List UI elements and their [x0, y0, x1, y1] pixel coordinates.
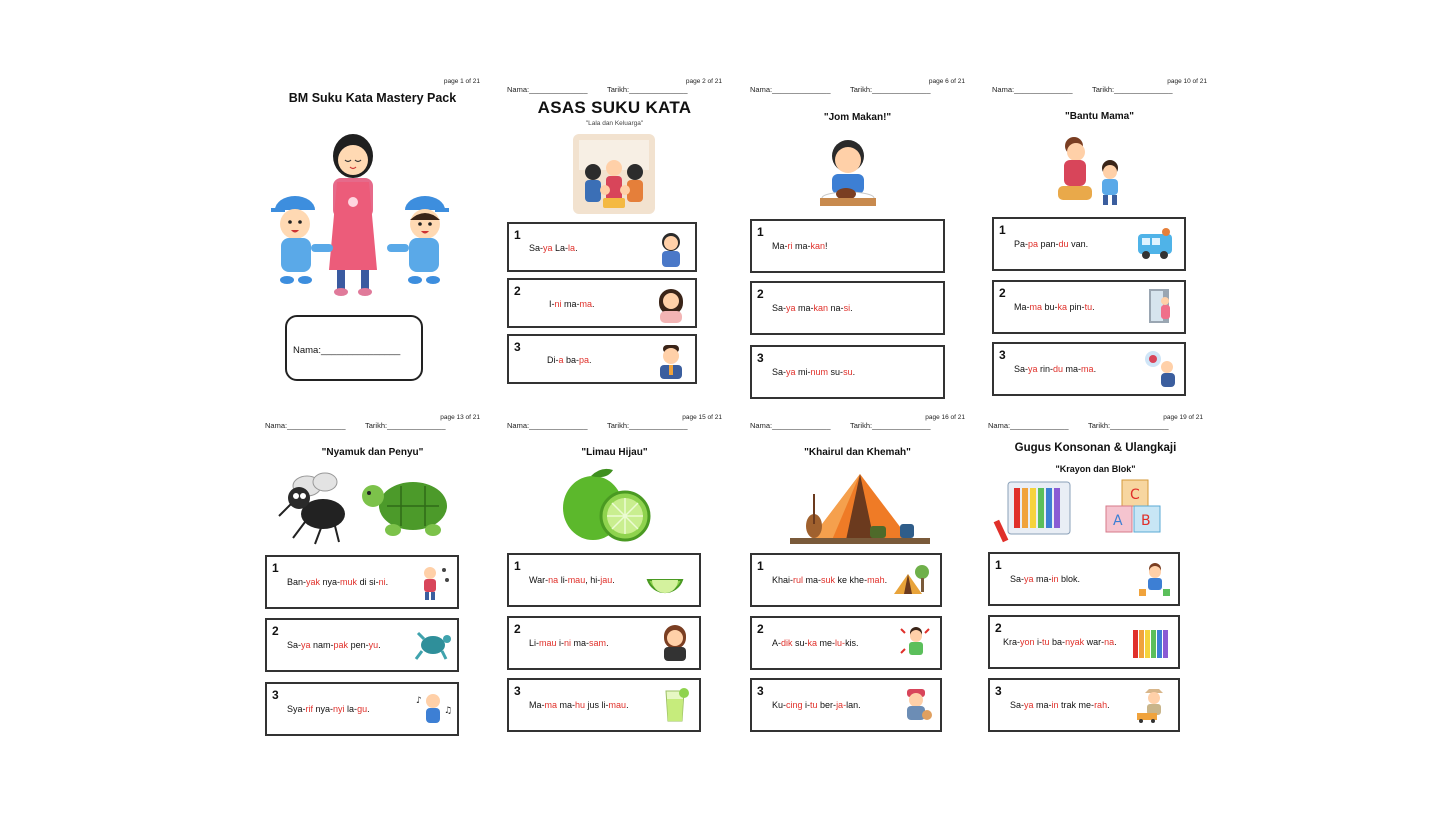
syllable-text: . [606, 638, 609, 648]
highlighted-syllable: muk [340, 577, 358, 587]
syllable-sentence [1014, 239, 1088, 249]
name-field[interactable]: Nama:______________ [507, 421, 588, 430]
syllable-sentence [549, 299, 595, 309]
page-number: page 19 of 21 [1163, 414, 1203, 421]
syllable-text: Sa- [529, 243, 544, 253]
item-number: 3 [514, 684, 521, 698]
highlighted-syllable: ya [543, 243, 553, 253]
syllable-text: . [385, 577, 389, 587]
syllable-text: ba- [1049, 637, 1066, 647]
item-number: 3 [272, 688, 279, 702]
syllable-text: ba- [563, 355, 580, 365]
item-number: 2 [272, 624, 279, 638]
sentence-box-3 [265, 682, 459, 736]
highlighted-syllable: ka [1057, 302, 1068, 312]
syllable-text: Ma- [529, 700, 545, 710]
name-date-row [507, 421, 722, 430]
lime-juice-glass-icon [656, 685, 694, 723]
item-number: 2 [514, 622, 521, 636]
syllable-text: i- [556, 638, 565, 648]
syllable-sentence [772, 241, 828, 251]
syllable-text: kis. [845, 638, 859, 648]
highlighted-syllable: nyi [333, 704, 345, 714]
father-icon [652, 341, 690, 379]
highlighted-syllable: su [843, 367, 853, 377]
page-number: page 16 of 21 [925, 414, 965, 421]
syllable-sentence [772, 575, 887, 585]
sentence-box-2 [507, 278, 697, 328]
syllable-text: . [1107, 700, 1110, 710]
syllable-text: ma- [803, 575, 822, 585]
syllable-text: ma- [795, 303, 814, 313]
syllable-text: pin- [1067, 302, 1085, 312]
item-number: 1 [757, 559, 764, 573]
worksheet-page-cover [265, 78, 480, 398]
syllable-sentence [287, 577, 388, 587]
item-number: 1 [999, 223, 1006, 237]
sea-turtle-icon [414, 625, 452, 663]
syllable-text: . [378, 640, 381, 650]
name-field-label: Nama:_______________ [293, 345, 401, 356]
boy-swatting-mosquitoes-icon [414, 562, 452, 600]
highlighted-syllable: in [1051, 700, 1059, 710]
syllable-text: Ma- [1014, 302, 1030, 312]
crayons-and-blocks-illustration [988, 474, 1203, 546]
syllable-text: . [612, 575, 615, 585]
girl-lala-icon [652, 229, 690, 267]
syllable-text: nam- [310, 640, 334, 650]
mother-icon [652, 285, 690, 323]
highlighted-syllable: yak [306, 577, 321, 587]
syllable-text: . [367, 704, 370, 714]
syllable-text: war- [1084, 637, 1105, 647]
highlighted-syllable: a [558, 355, 564, 365]
highlighted-syllable: pa [579, 355, 590, 365]
sentence-box-1 [507, 553, 701, 607]
highlighted-syllable: in [1051, 574, 1059, 584]
syllable-text: Sa- [1014, 364, 1029, 374]
syllable-sentence [772, 638, 859, 648]
svg-text:C: C [1130, 487, 1140, 503]
date-field[interactable]: Tarikh:______________ [850, 85, 931, 94]
date-field[interactable]: Tarikh:______________ [1088, 421, 1169, 430]
page-subtitle: "Lala dan Keluarga" [585, 120, 644, 127]
syllable-sentence [1003, 637, 1117, 647]
name-date-row [750, 85, 965, 94]
sentence-box-1 [507, 222, 697, 272]
sentence-box-1 [988, 552, 1180, 606]
syllable-text: bu- [1042, 302, 1058, 312]
highlighted-syllable: suk [821, 575, 836, 585]
syllable-text: Sa- [287, 640, 302, 650]
page-number: page 6 of 21 [928, 78, 965, 85]
syllable-text: ! [825, 241, 828, 251]
syllable-text: pen- [348, 640, 369, 650]
syllable-text: i- [1034, 637, 1043, 647]
syllable-text: Li- [529, 638, 540, 648]
sentence-box-2 [265, 618, 459, 672]
syllable-text: ma- [1033, 574, 1052, 584]
sentence-box-2 [750, 616, 942, 670]
highlighted-syllable: hu [575, 700, 586, 710]
highlighted-syllable: na [1104, 637, 1115, 647]
date-field[interactable]: Tarikh:______________ [365, 421, 446, 430]
syllable-sentence [529, 575, 615, 585]
name-field[interactable]: Nama:______________ [507, 85, 588, 94]
highlighted-syllable: mau [608, 700, 627, 710]
highlighted-syllable: ni [564, 638, 572, 648]
sentence-box-1 [750, 553, 942, 607]
page-title: Gugus Konsonan & Ulangkaji [1014, 442, 1177, 454]
syllable-sentence [1010, 700, 1110, 710]
item-number: 1 [514, 559, 521, 573]
syllable-sentence [529, 638, 609, 648]
syllable-text: Sya- [287, 704, 306, 714]
highlighted-syllable: tu [1042, 637, 1050, 647]
page-title: "Khairul dan Khemah" [804, 447, 911, 458]
boy-singing-icon [414, 689, 452, 727]
page-number: page 13 of 21 [440, 414, 480, 421]
item-number: 1 [995, 558, 1002, 572]
page-title: "Nyamuk dan Penyu" [321, 447, 424, 458]
page-number: page 15 of 21 [682, 414, 722, 421]
syllable-text: ma- [792, 241, 811, 251]
syllable-text: ma- [557, 700, 576, 710]
highlighted-syllable: ni [378, 577, 386, 587]
highlighted-syllable: ja- [836, 700, 847, 710]
page-number: page 2 of 21 [685, 78, 722, 85]
worksheet-page [988, 414, 1203, 734]
highlighted-syllable: na [548, 575, 559, 585]
open-door-icon [1141, 287, 1179, 325]
item-number: 1 [514, 228, 521, 242]
highlighted-syllable: cing [786, 700, 803, 710]
syllable-text: lan. [846, 700, 861, 710]
name-date-row [992, 85, 1207, 94]
syllable-text: di si- [357, 577, 379, 587]
highlighted-syllable: si [843, 303, 851, 313]
sentence-box-2 [507, 616, 701, 670]
syllable-text: ber- [817, 700, 837, 710]
sentence-box-3 [507, 334, 697, 384]
name-date-row [265, 421, 480, 430]
syllable-text: . [592, 299, 595, 309]
highlighted-syllable: ma [544, 700, 558, 710]
item-number: 2 [757, 622, 764, 636]
syllable-text: rin- [1037, 364, 1054, 374]
svg-text:A: A [1113, 513, 1123, 529]
worksheet-page [750, 414, 965, 734]
syllable-text: . [884, 575, 888, 585]
cat-walking-icon [897, 685, 935, 723]
name-field[interactable]: Nama:______________ [988, 421, 1069, 430]
item-number: 1 [757, 225, 764, 239]
syllable-text: . [1093, 364, 1097, 374]
syllable-text: . [589, 355, 592, 365]
item-number: 2 [514, 284, 521, 298]
syllable-text: ma- [1063, 364, 1082, 374]
syllable-sentence [529, 700, 629, 710]
worksheet-page [507, 78, 722, 398]
pack-title: BM Suku Kata Mastery Pack [288, 91, 457, 105]
item-number: 3 [757, 351, 764, 365]
highlighted-syllable: ya [786, 303, 796, 313]
highlighted-syllable: mau [567, 575, 586, 585]
syllable-text: ma- [571, 638, 590, 648]
date-field[interactable]: Tarikh:______________ [607, 85, 688, 94]
page-title: ASAS SUKU KATA [537, 98, 692, 117]
syllable-text: pan- [1038, 239, 1059, 249]
highlighted-syllable: pak [333, 640, 349, 650]
syllable-text: la- [344, 704, 358, 714]
small-tent-icon [884, 560, 935, 598]
syllable-text: Sa- [772, 303, 787, 313]
highlighted-syllable: ma [1029, 302, 1043, 312]
highlighted-syllable: ya [1024, 574, 1034, 584]
highlighted-syllable: kan [813, 303, 829, 313]
child-drawing-icon [897, 623, 935, 661]
highlighted-syllable: nyak [1065, 637, 1085, 647]
sentence-box-2 [992, 280, 1186, 334]
highlighted-syllable: gu [357, 704, 368, 714]
syllable-sentence [529, 243, 578, 253]
syllable-text: Sa- [1010, 700, 1025, 710]
item-number: 3 [757, 684, 764, 698]
sentence-box-1 [992, 217, 1186, 271]
svg-text:B: B [1141, 513, 1151, 529]
syllable-text: Ku- [772, 700, 787, 710]
highlighted-syllable: ya [301, 640, 311, 650]
date-field[interactable]: Tarikh:______________ [850, 421, 931, 430]
highlighted-syllable: tu [1084, 302, 1093, 312]
name-field[interactable]: Nama:______________ [992, 85, 1073, 94]
highlighted-syllable: ya [1028, 364, 1038, 374]
syllable-sentence [772, 303, 853, 313]
sentence-box-2 [988, 615, 1180, 669]
item-number: 1 [272, 561, 279, 575]
crayons-icon [1127, 622, 1173, 660]
syllable-text: Khai- [772, 575, 794, 585]
syllable-text: . [850, 303, 853, 313]
highlighted-syllable: rah [1094, 700, 1108, 710]
highlighted-syllable: yon [1020, 637, 1035, 647]
sentence-box-3 [750, 678, 942, 732]
syllable-sentence [1014, 302, 1095, 312]
syllable-text: . [1092, 302, 1095, 312]
item-number: 2 [995, 621, 1002, 635]
boy-eating-illustration [750, 132, 965, 210]
syllable-sentence [1014, 364, 1096, 374]
highlighted-syllable: du [1058, 239, 1069, 249]
highlighted-syllable: ni [554, 299, 562, 309]
syllable-text: su- [828, 367, 844, 377]
syllable-sentence [772, 367, 855, 377]
syllable-text: nya- [313, 704, 334, 714]
highlighted-syllable: jau [600, 575, 613, 585]
syllable-text: . [852, 367, 856, 377]
item-number: 3 [514, 340, 521, 354]
highlighted-syllable: kan [810, 241, 826, 251]
page-number: page 10 of 21 [1167, 78, 1207, 85]
syllable-text: na- [828, 303, 844, 313]
van-icon [1131, 224, 1179, 262]
syllable-sentence [772, 700, 861, 710]
highlighted-syllable: ka [807, 638, 818, 648]
family-illustration [507, 132, 722, 216]
syllable-text: ma- [1033, 700, 1052, 710]
syllable-text: ke khe- [835, 575, 868, 585]
syllable-text: A- [772, 638, 781, 648]
syllable-text: su- [792, 638, 808, 648]
camping-tent-illustration [750, 464, 965, 550]
item-number: 3 [999, 348, 1006, 362]
name-field[interactable]: Nama:______________ [750, 421, 831, 430]
syllable-text: me- [817, 638, 836, 648]
syllable-text: Sa- [772, 367, 787, 377]
highlighted-syllable: ma [1081, 364, 1094, 374]
highlighted-syllable: la [568, 243, 576, 253]
highlighted-syllable: sam [589, 638, 607, 648]
page-title: "Limau Hijau" [581, 447, 648, 458]
page-title: "Bantu Mama" [1065, 111, 1134, 122]
highlighted-syllable: num [810, 367, 829, 377]
child-missing-mother-icon [1141, 349, 1179, 387]
sentence-box-3 [992, 342, 1186, 396]
highlighted-syllable: pa [1028, 239, 1039, 249]
name-field[interactable]: Nama:______________ [750, 85, 831, 94]
svg-text:♪: ♪ [416, 696, 422, 706]
syllable-text: War- [529, 575, 549, 585]
syllable-text: li- [558, 575, 568, 585]
item-number: 2 [757, 287, 764, 301]
syllable-text: , hi- [585, 575, 601, 585]
sentence-box-1 [750, 219, 945, 273]
worksheet-page [507, 414, 722, 734]
worksheet-page [265, 414, 480, 734]
page-number: page 1 of 21 [443, 78, 480, 85]
sour-face-woman-icon [656, 623, 694, 661]
mother-helping-child-illustration [992, 130, 1207, 210]
highlighted-syllable: yu [368, 640, 379, 650]
date-field[interactable]: Tarikh:______________ [1092, 85, 1173, 94]
highlighted-syllable: mah [867, 575, 885, 585]
highlighted-syllable: mau [539, 638, 557, 648]
highlighted-syllable: ri [787, 241, 793, 251]
syllable-sentence [547, 355, 592, 365]
name-field[interactable]: Nama:______________ [265, 421, 346, 430]
syllable-text: Sa- [1010, 574, 1025, 584]
syllable-sentence [287, 640, 381, 650]
name-date-row [988, 421, 1203, 430]
highlighted-syllable: ya [786, 367, 796, 377]
highlighted-syllable: dik [781, 638, 793, 648]
syllable-text: ma- [561, 299, 580, 309]
name-date-row [750, 421, 965, 430]
child-playing-blocks-icon [1135, 559, 1173, 597]
page-subtitle: "Krayon dan Blok" [1055, 464, 1136, 474]
syllable-text: . [626, 700, 629, 710]
highlighted-syllable: rif [305, 704, 314, 714]
sentence-box-2 [750, 281, 945, 335]
lime-slices-icon [636, 560, 694, 598]
syllable-text: nya- [320, 577, 341, 587]
worksheet-page [992, 78, 1207, 398]
highlighted-syllable: lu- [835, 638, 846, 648]
name-box[interactable] [285, 315, 423, 381]
sentence-box-3 [507, 678, 701, 732]
item-number: 3 [995, 684, 1002, 698]
highlighted-syllable: rul [793, 575, 804, 585]
syllable-text: Kra- [1003, 637, 1021, 647]
syllable-sentence [287, 704, 370, 714]
name-date-row [507, 85, 722, 94]
page-title: "Jom Makan!" [823, 112, 892, 123]
highlighted-syllable: tu [810, 700, 818, 710]
item-number: 2 [999, 286, 1006, 300]
highlighted-syllable: ya [1024, 700, 1034, 710]
sentence-box-3 [750, 345, 945, 399]
mother-and-children-illustration [265, 120, 480, 310]
syllable-text: I- [549, 299, 555, 309]
lime-illustration [507, 464, 722, 550]
date-field[interactable]: Tarikh:______________ [607, 421, 688, 430]
syllable-text: . [1114, 637, 1117, 647]
syllable-sentence [1010, 574, 1080, 584]
syllable-text: blok. [1058, 574, 1081, 584]
syllable-text: La- [552, 243, 569, 253]
syllable-text: jus li- [585, 700, 609, 710]
syllable-text: Di- [547, 355, 559, 365]
highlighted-syllable: du [1053, 364, 1064, 374]
syllable-text: trak me- [1058, 700, 1095, 710]
syllable-text: van. [1068, 239, 1089, 249]
syllable-text: Pa- [1014, 239, 1029, 249]
worksheet-page [750, 78, 965, 398]
highlighted-syllable: ma [579, 299, 593, 309]
svg-text:♫: ♫ [444, 706, 452, 716]
mosquito-and-turtle-illustration [265, 466, 480, 550]
syllable-text: . [575, 243, 578, 253]
syllable-text: Ban- [287, 577, 307, 587]
sentence-box-1 [265, 555, 459, 609]
syllable-text: i- [802, 700, 811, 710]
sentence-box-3 [988, 678, 1180, 732]
boy-with-toy-truck-icon [1135, 685, 1173, 723]
syllable-text: Ma- [772, 241, 788, 251]
syllable-text: mi- [795, 367, 811, 377]
